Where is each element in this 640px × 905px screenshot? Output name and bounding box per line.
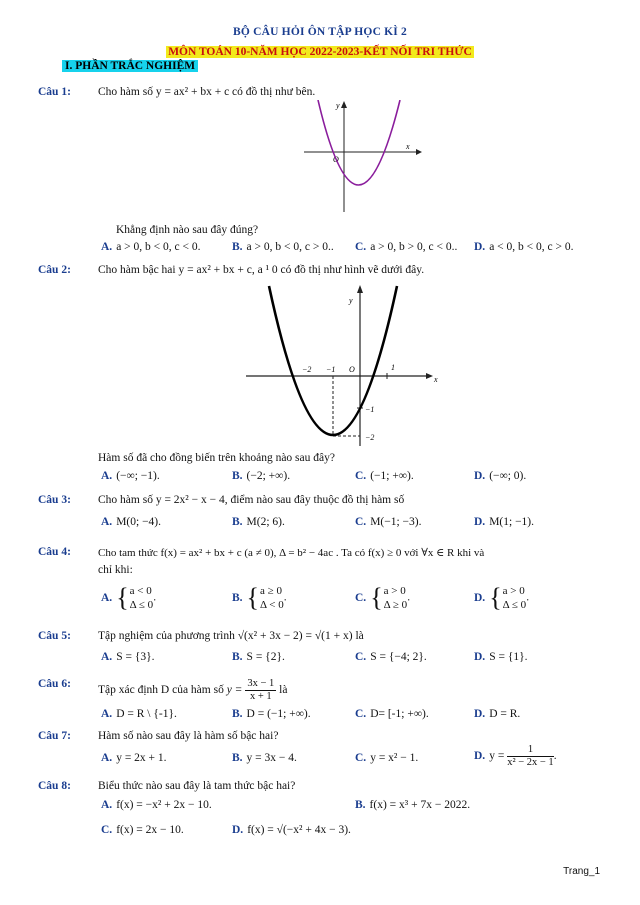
option-7d[interactable] bbox=[474, 744, 557, 769]
document-title: BỘ CÂU HỎI ÔN TẬP HỌC KÌ 2 bbox=[233, 26, 407, 38]
option-tail: . bbox=[153, 591, 157, 604]
option-letter: B. bbox=[232, 651, 243, 663]
option-8d[interactable] bbox=[232, 824, 351, 836]
tick-label-y-minus1: −1 bbox=[365, 405, 375, 414]
question-prompt: Khẳng định nào sau đây đúng? bbox=[116, 224, 259, 236]
option-text: M(2; 6). bbox=[246, 516, 285, 528]
option-letter: A. bbox=[101, 799, 113, 811]
question-label: Câu 1: bbox=[38, 86, 71, 98]
option-1d[interactable] bbox=[474, 241, 573, 253]
option-8b[interactable] bbox=[355, 799, 470, 811]
x-axis-arrow bbox=[416, 149, 422, 155]
option-letter: C. bbox=[355, 516, 367, 528]
question-label: Câu 2: bbox=[38, 264, 71, 276]
brace-glyph: { bbox=[246, 583, 260, 612]
option-text: (−2; +∞). bbox=[246, 470, 291, 482]
question-text-lead: Tập xác định D của hàm số bbox=[98, 684, 224, 697]
option-letter: B. bbox=[232, 591, 243, 604]
option-1a[interactable] bbox=[101, 241, 200, 253]
option-system bbox=[502, 584, 530, 612]
option-text: S = {−4; 2}. bbox=[370, 651, 427, 663]
tick-label-x-1: 1 bbox=[391, 363, 395, 372]
x-axis-arrow bbox=[426, 373, 433, 379]
option-letter: A. bbox=[101, 470, 113, 482]
option-8a[interactable] bbox=[101, 799, 212, 811]
option-letter: C. bbox=[355, 470, 367, 482]
option-letter: D. bbox=[474, 591, 486, 604]
option-tail: . bbox=[283, 591, 287, 604]
option-letter: B. bbox=[232, 470, 243, 482]
option-3b[interactable] bbox=[232, 516, 285, 528]
option-text: (−1; +∞). bbox=[370, 470, 414, 482]
tick-label-x-minus2: −2 bbox=[302, 365, 312, 374]
option-text: S = {1}. bbox=[489, 651, 528, 663]
question-text: Biểu thức nào sau đây là tam thức bậc hai? bbox=[98, 780, 296, 792]
option-2a[interactable] bbox=[101, 470, 160, 482]
document-subtitle bbox=[0, 42, 640, 60]
option-7b[interactable] bbox=[232, 752, 297, 764]
system-line-1: a ≥ 0 bbox=[260, 585, 282, 597]
option-text: D= [-1; +∞). bbox=[370, 708, 429, 720]
option-letter: B. bbox=[232, 708, 243, 720]
option-5d[interactable] bbox=[474, 651, 527, 663]
option-2c[interactable] bbox=[355, 470, 414, 482]
system-line-2: Δ ≤ 0 bbox=[129, 599, 154, 611]
option-text: S = {2}. bbox=[246, 651, 285, 663]
option-text: y = x² − 1. bbox=[370, 752, 419, 764]
question-text: Hàm số nào sau đây là hàm số bậc hai? bbox=[98, 730, 279, 742]
question-label: Câu 3: bbox=[38, 494, 71, 506]
option-text: M(−1; −3). bbox=[370, 516, 422, 528]
option-text: S = {3}. bbox=[116, 651, 155, 663]
option-text: a < 0, b < 0, c > 0. bbox=[489, 241, 574, 253]
system-line-2: Δ ≥ 0 bbox=[383, 599, 408, 611]
option-text: a > 0, b > 0, c < 0.. bbox=[370, 241, 458, 253]
option-6a[interactable] bbox=[101, 708, 177, 720]
option-letter: D. bbox=[474, 708, 486, 720]
fraction bbox=[507, 744, 554, 769]
y-axis-label: y bbox=[336, 101, 340, 110]
y-axis-arrow bbox=[341, 101, 347, 108]
option-text: f(x) = x³ + 7x − 2022. bbox=[369, 799, 471, 811]
question-label: Câu 6: bbox=[38, 678, 71, 690]
parabola-graph-2 bbox=[244, 282, 444, 448]
option-4b[interactable] bbox=[232, 584, 287, 612]
parabola-curve bbox=[318, 100, 400, 185]
option-system bbox=[383, 584, 411, 612]
option-text: a > 0, b < 0, c > 0.. bbox=[246, 241, 334, 253]
system-line-1: a < 0 bbox=[129, 585, 152, 597]
option-5b[interactable] bbox=[232, 651, 285, 663]
option-letter: A. bbox=[101, 708, 113, 720]
question-label: Câu 8: bbox=[38, 780, 71, 792]
option-tail: . bbox=[407, 591, 411, 604]
x-axis-label: x bbox=[406, 142, 410, 151]
option-letter: C. bbox=[355, 651, 367, 663]
page-number: Trang_1 bbox=[563, 866, 600, 877]
option-letter: B. bbox=[232, 241, 243, 253]
option-text: M(1; −1). bbox=[489, 516, 535, 528]
section-heading: I. PHẦN TRẮC NGHIỆM bbox=[62, 60, 198, 72]
fraction-numerator: 1 bbox=[507, 744, 554, 757]
option-letter: C. bbox=[355, 708, 367, 720]
fraction bbox=[245, 678, 276, 703]
origin-label: O bbox=[349, 365, 355, 374]
option-8c[interactable] bbox=[101, 824, 184, 836]
subtitle-highlight: MÔN TOÁN 10-NĂM HỌC 2022-2023-KẾT NỐI TRI THỨC bbox=[168, 46, 472, 58]
question-text: Cho tam thức f(x) = ax² + bx + c (a ≠ 0), Δ = b² − 4ac . Ta có f(x) ≥ 0 với ∀x ∈ R khi và bbox=[98, 547, 485, 559]
option-text: D = R \ {-1}. bbox=[116, 708, 177, 720]
option-text: y = bbox=[489, 750, 505, 763]
tick-label-y-minus2: −2 bbox=[365, 433, 375, 442]
parabola-graph-1 bbox=[296, 100, 426, 216]
option-letter: D. bbox=[474, 516, 486, 528]
option-2b[interactable] bbox=[232, 470, 290, 482]
question-label: Câu 4: bbox=[38, 546, 71, 558]
question-text: Cho hàm bậc hai y = ax² + bx + c, a ¹ 0 có đồ thị như hình vẽ dưới đây. bbox=[98, 264, 425, 276]
option-letter: A. bbox=[101, 651, 113, 663]
question-text-continued: chỉ khi: bbox=[98, 564, 133, 576]
option-7c[interactable] bbox=[355, 752, 418, 764]
brace-glyph: { bbox=[489, 583, 502, 612]
option-letter: B. bbox=[355, 799, 366, 811]
option-3d[interactable] bbox=[474, 516, 534, 528]
option-text: f(x) = 2x − 10. bbox=[116, 824, 184, 836]
question-text: Cho hàm số y = ax² + bx + c có đồ thị như bên. bbox=[98, 86, 316, 98]
option-2d[interactable] bbox=[474, 470, 526, 482]
option-letter: A. bbox=[101, 241, 113, 253]
option-letter: D. bbox=[474, 750, 486, 763]
option-text: f(x) = −x² + 2x − 10. bbox=[116, 799, 212, 811]
tick-label-x-minus1: −1 bbox=[326, 365, 336, 374]
option-letter: C. bbox=[355, 241, 367, 253]
brace-glyph: { bbox=[116, 583, 129, 612]
option-4c[interactable] bbox=[355, 584, 410, 612]
option-text: D = (−1; +∞). bbox=[246, 708, 311, 720]
option-7a[interactable] bbox=[101, 752, 167, 764]
option-1c[interactable] bbox=[355, 241, 457, 253]
option-tail: . bbox=[526, 591, 530, 604]
option-letter: D. bbox=[474, 241, 486, 253]
option-text: y = 2x + 1. bbox=[116, 752, 167, 764]
option-letter: C. bbox=[101, 824, 113, 836]
option-system bbox=[260, 584, 284, 612]
option-letter: B. bbox=[232, 516, 243, 528]
question-text-tail: là bbox=[279, 684, 288, 697]
option-text: f(x) = √(−x² + 4x − 3). bbox=[247, 824, 351, 836]
y-axis-arrow bbox=[357, 285, 363, 293]
question-prompt: Hàm số đã cho đồng biến trên khoảng nào sau đây? bbox=[98, 452, 335, 464]
option-1b[interactable] bbox=[232, 241, 334, 253]
brace-glyph: { bbox=[370, 583, 383, 612]
option-letter: D. bbox=[474, 470, 486, 482]
option-letter: D. bbox=[232, 824, 244, 836]
option-text: (−∞; 0). bbox=[489, 470, 527, 482]
y-axis-label: y bbox=[349, 296, 353, 305]
option-4d[interactable] bbox=[474, 584, 529, 612]
fraction-denominator: x + 1 bbox=[249, 691, 272, 702]
option-letter: B. bbox=[232, 752, 243, 764]
fraction-numerator: 3x − 1 bbox=[247, 678, 275, 689]
option-system bbox=[129, 584, 157, 612]
option-tail: . bbox=[553, 750, 557, 763]
option-text: (−∞; −1). bbox=[116, 470, 160, 482]
question-label: Câu 7: bbox=[38, 730, 71, 742]
option-letter: A. bbox=[101, 591, 113, 604]
option-letter: D. bbox=[474, 651, 486, 663]
question-text: Tập xác định D của hàm số y = $\frac{3x - 1}{x + 1}$ là bbox=[98, 678, 288, 702]
origin-label: O bbox=[333, 155, 339, 164]
system-line-1: a > 0 bbox=[383, 585, 406, 597]
system-line-1: a > 0 bbox=[502, 585, 525, 597]
option-6c[interactable] bbox=[355, 708, 429, 720]
option-text: y = 3x − 4. bbox=[246, 752, 297, 764]
option-5c[interactable] bbox=[355, 651, 427, 663]
option-6d[interactable] bbox=[474, 708, 520, 720]
option-4a[interactable] bbox=[101, 584, 156, 612]
question-text: Cho hàm số y = 2x² − x − 4, điểm nào sau đây thuộc đồ thị hàm số bbox=[98, 494, 405, 506]
option-6b[interactable] bbox=[232, 708, 311, 720]
system-line-2: Δ ≤ 0 bbox=[502, 599, 527, 611]
question-label: Câu 5: bbox=[38, 630, 71, 642]
option-text: D = R. bbox=[489, 708, 521, 720]
option-letter: A. bbox=[101, 752, 113, 764]
option-3a[interactable] bbox=[101, 516, 161, 528]
x-axis-label: x bbox=[434, 375, 438, 384]
system-line-2: Δ < 0 bbox=[260, 599, 284, 611]
option-letter: C. bbox=[355, 752, 367, 764]
option-3c[interactable] bbox=[355, 516, 422, 528]
option-5a[interactable] bbox=[101, 651, 154, 663]
option-text: M(0; −4). bbox=[116, 516, 162, 528]
question-text: Tập nghiệm của phương trình √(x² + 3x − 2) = √(1 + x) là bbox=[98, 630, 364, 642]
option-letter: C. bbox=[355, 591, 367, 604]
option-text: a > 0, b < 0, c < 0. bbox=[116, 241, 201, 253]
option-letter: A. bbox=[101, 516, 113, 528]
fraction-denominator: x² − 2x − 1 bbox=[507, 757, 554, 768]
